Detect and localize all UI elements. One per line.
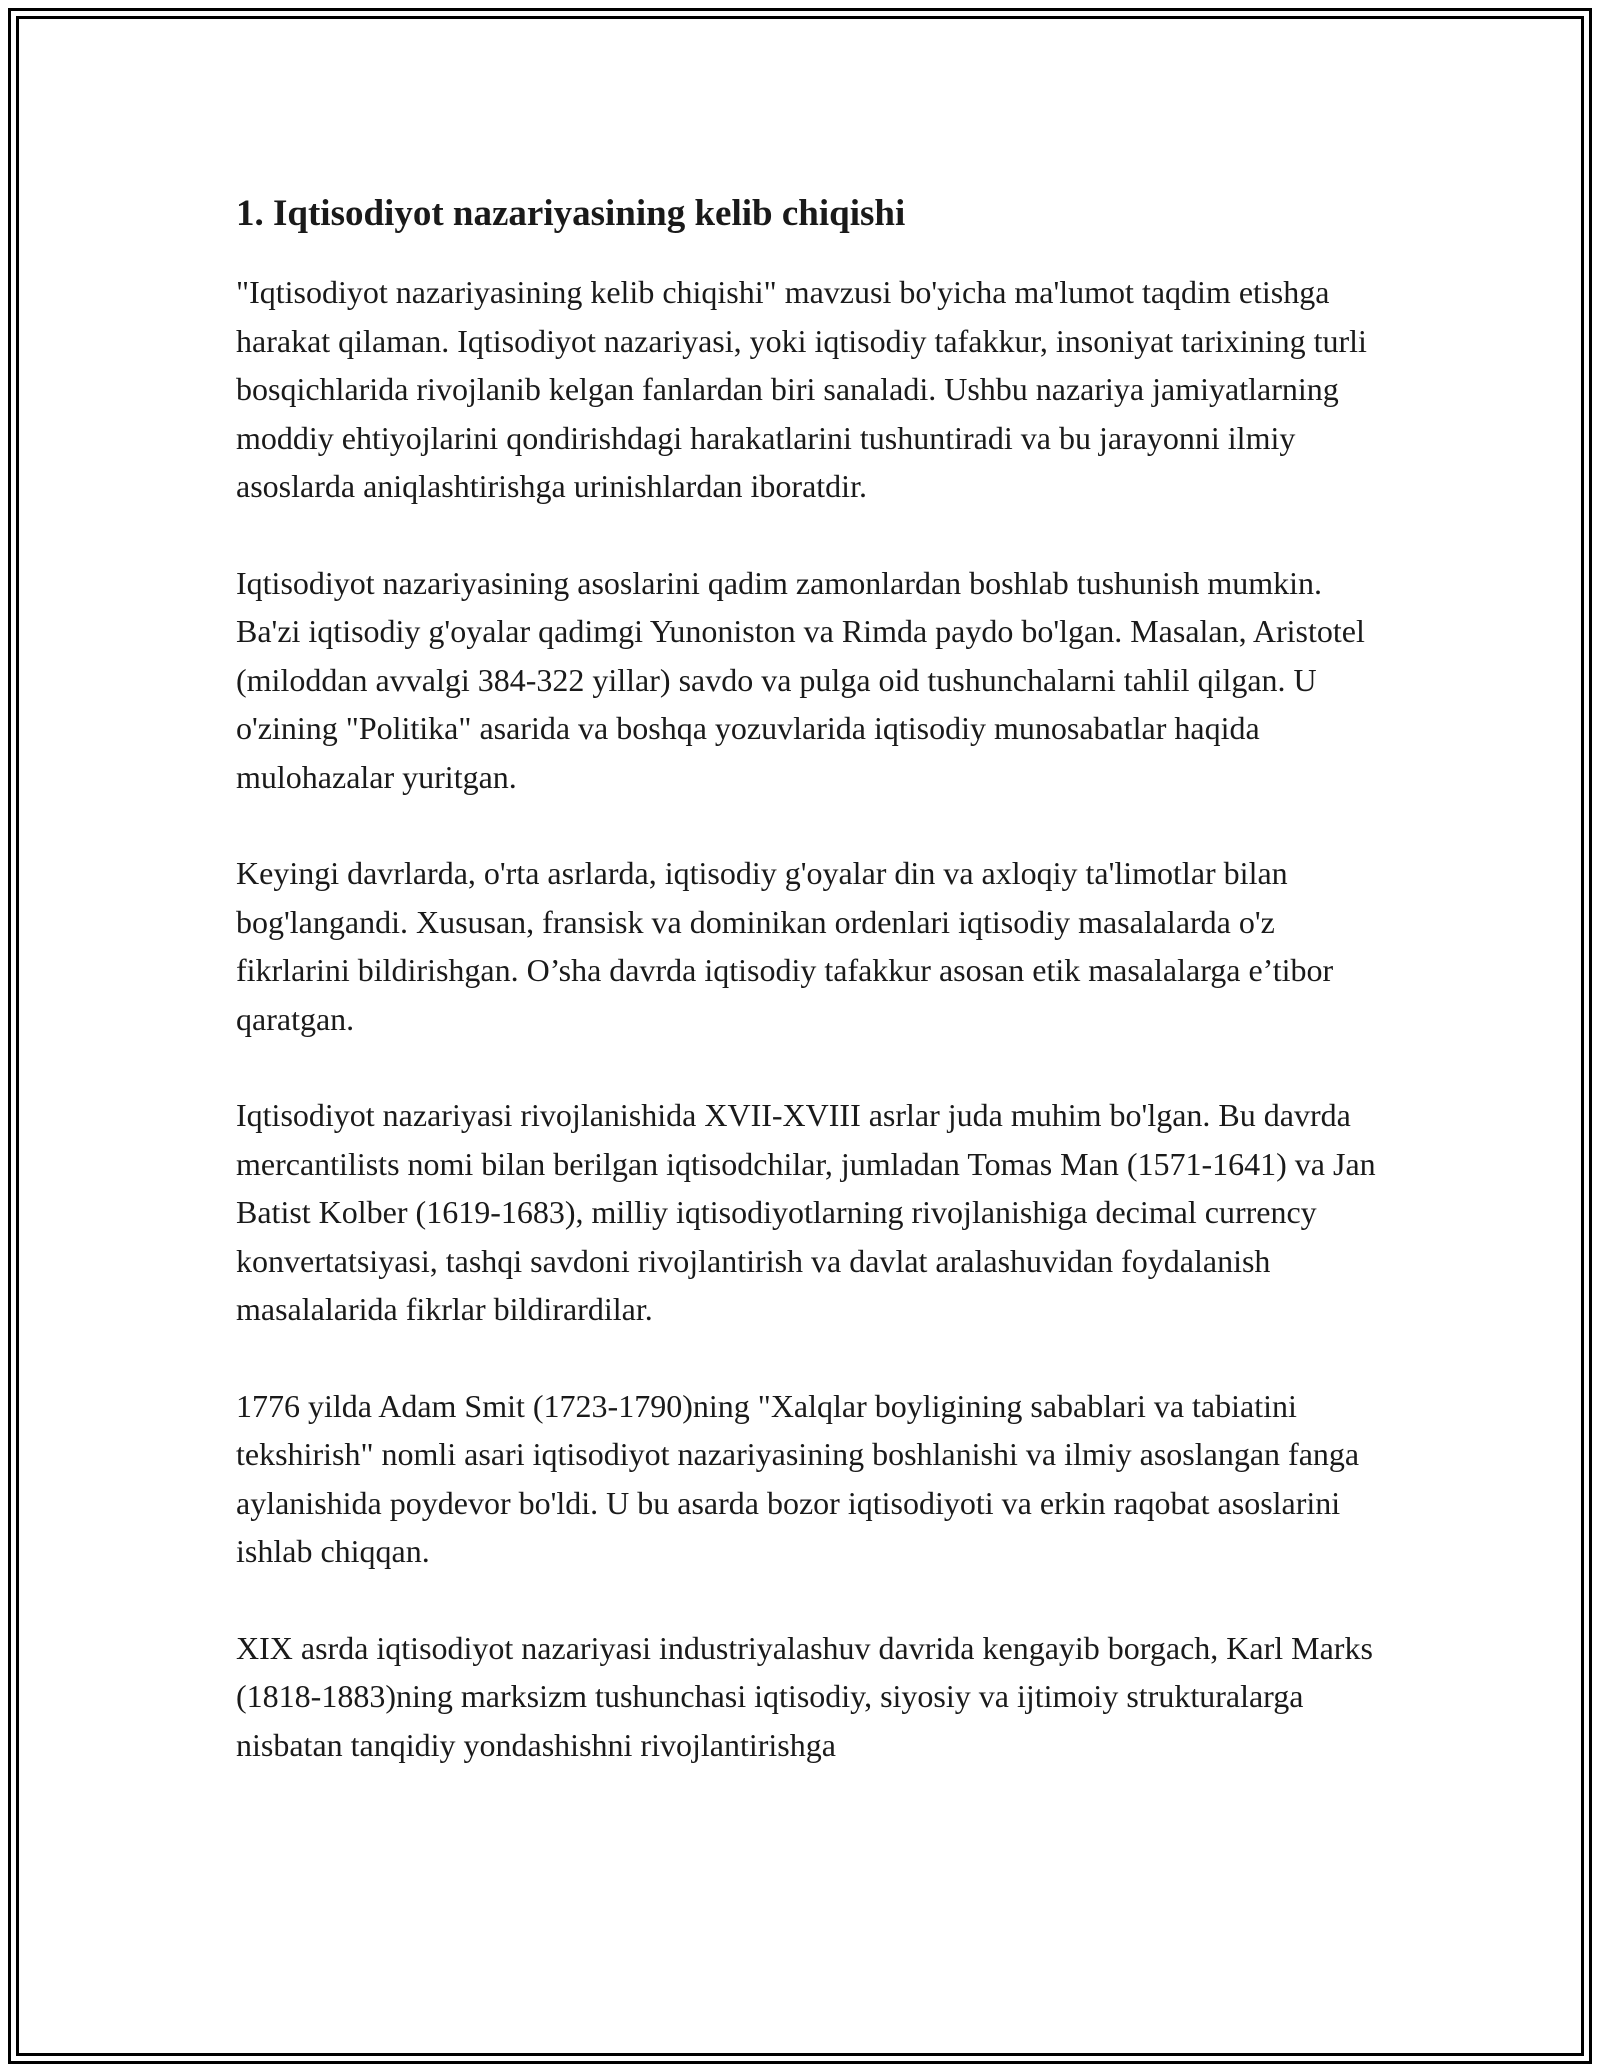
paragraph-marx: XIX asrda iqtisodiyot nazariyasi industriyalashuv davrida kengayib borgach, Karl Marks (1818-1883)ning marksizm tushunchasi iqtisodiy, siyosiy va ijtimoiy strukturalarga nisbatan tanqidiy yondashishni rivojlantirishga: [236, 1629, 1373, 1763]
paragraph-medieval: Keyingi davrlarda, o'rta asrlarda, iqtisodiy g'oyalar din va axloqiy ta'limotlar bilan bog'langandi. Xususan, fransisk va dominikan ordenlari iqtisodiy masalalarda o'z fikrlarini bildirishgan. O’sha davrda iqtisodiy tafakkur asosan etik masalalarga e’tibor qaratgan.: [236, 855, 1334, 1037]
paragraph-intro: "Iqtisodiyot nazariyasining kelib chiqishi" mavzusi bo'yicha ma'lumot taqdim etishga harakat qilaman. Iqtisodiyot nazariyasi, yoki iqtisodiy tafakkur, insoniyat tarixining turli bosqichlarida rivojlanib kelgan fanlardan biri sanaladi. Ushbu nazariya jamiyatlarning moddiy ehtiyojlarini qondirishdagi harakatlarini tushuntiradi va bu jarayonni ilmiy asoslarda aniqlashtirishga urinishlardan iboratdir.: [236, 274, 1367, 504]
document-body: [236, 186, 1376, 1817]
paragraph-ancient: Iqtisodiyot nazariyasining asoslarini qadim zamonlardan boshlab tushunish mumkin. Ba'zi iqtisodiy g'oyalar qadimgi Yunoniston va Rimda paydo bo'lgan. Masalan, Aristotel (miloddan avvalgi 384-322 yillar) savdo va pulga oid tushunchalarni tahlil qilgan. U o'zining "Politika" asarida va boshqa yozuvlarida iqtisodiy munosabatlar haqida mulohazalar yuritgan.: [236, 564, 1365, 795]
paragraph-adam-smith: 1776 yilda Adam Smit (1723-1790)ning "Xalqlar boyligining sabablari va tabiatini tekshirish" nomli asari iqtisodiyot nazariyasining boshlanishi va ilmiy asoslangan fanga aylanishida poydevor bo'ldi. U bu asarda bozor iqtisodiyoti va erkin raqobat asoslarini ishlab chiqqan.: [236, 1387, 1360, 1569]
paragraph-mercantilism: Iqtisodiyot nazariyasi rivojlanishida XVII-XVIII asrlar juda muhim bo'lgan. Bu davrda mercantilists nomi bilan berilgan iqtisodchilar, jumladan Tomas Man (1571-1641) va Jan Batist Kolber (1619-1683), milliy iqtisodiyotlarning rivojlanishiga decimal currency konvertatsiyasi, tashqi savdoni rivojlantirish va davlat aralashuvidan foydalanish masalalarida fikrlar bildirardilar.: [236, 1097, 1376, 1327]
section-heading: 1. Iqtisodiyot nazariyasining kelib chiqishi: [236, 193, 906, 234]
